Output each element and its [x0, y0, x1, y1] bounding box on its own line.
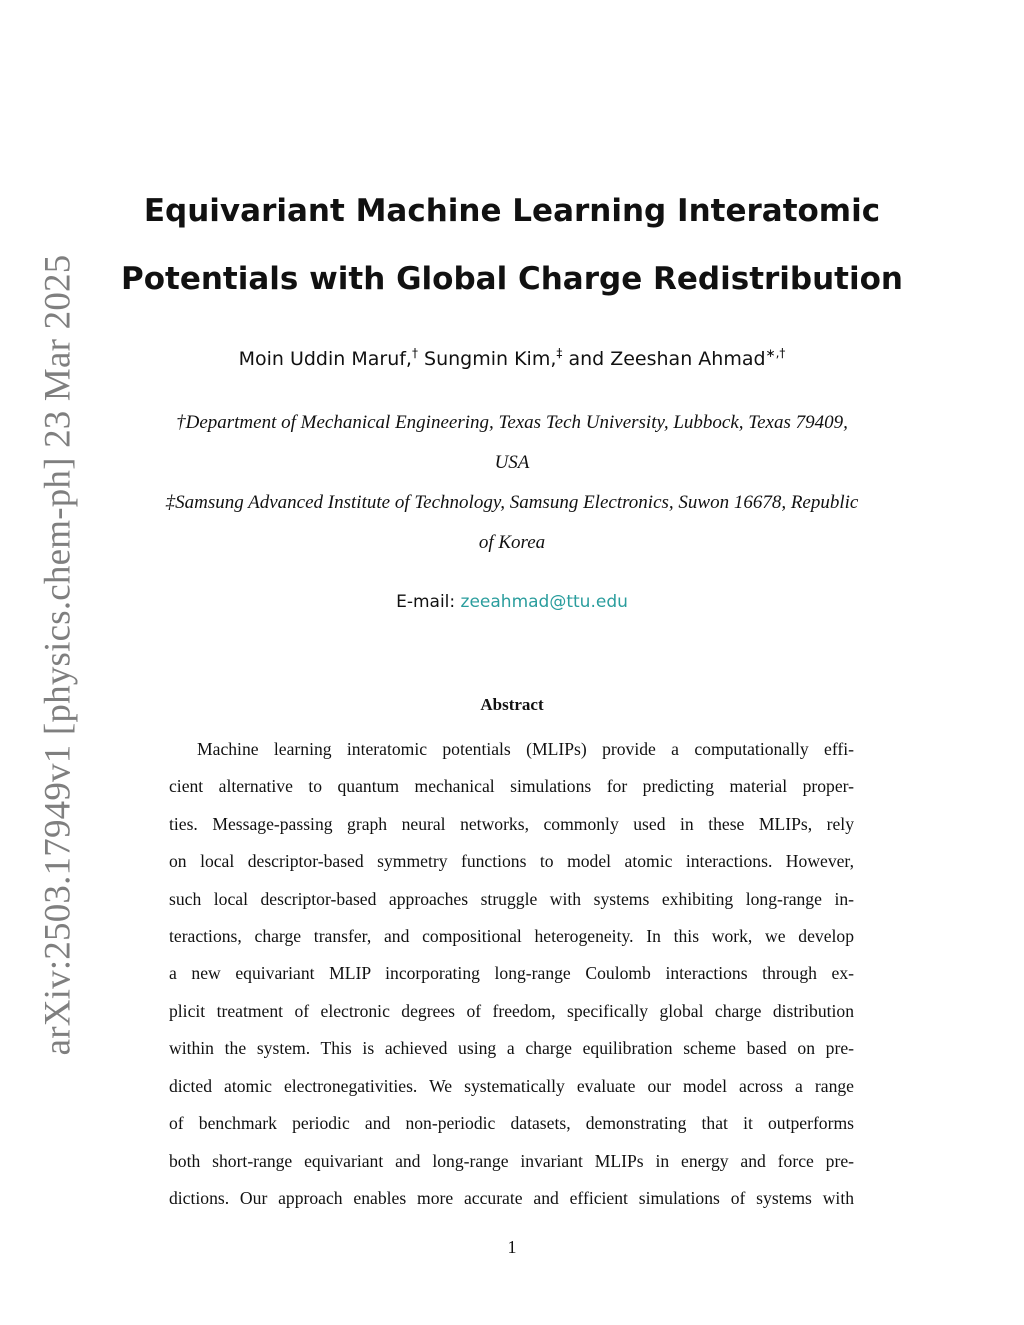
author-name: and Zeeshan Ahmad: [568, 348, 766, 370]
author-name: Sungmin Kim,: [424, 348, 557, 370]
contact-email: [0, 592, 1024, 612]
abstract-line: both short-range equivariant and long-range invariant MLIPs in energy and force pre-: [169, 1151, 854, 1171]
affiliation-mark: ‡: [556, 346, 563, 360]
author-name: Moin Uddin Maruf,: [238, 348, 412, 370]
affiliation-1-line-1: †Department of Mechanical Engineering, Texas Tech University, Lubbock, Texas 79409,: [176, 412, 848, 433]
abstract-line: Machine learning interatomic potentials (MLIPs) provide a computationally effi-: [197, 739, 854, 759]
affiliation-mark: †: [411, 346, 418, 360]
abstract-heading: Abstract: [480, 695, 544, 714]
abstract-line: within the system. This is achieved using a charge equilibration scheme based on pre-: [169, 1038, 854, 1058]
affiliation-1-line-2: USA: [494, 452, 530, 473]
email-link[interactable]: zeeahmad@ttu.edu: [460, 592, 628, 612]
page-number: 1: [507, 1237, 517, 1257]
abstract-line: on local descriptor-based symmetry functions to model atomic interactions. However,: [169, 851, 854, 871]
paper-title-line-1: Equivariant Machine Learning Interatomic: [143, 193, 881, 229]
paper-title-line-2: Potentials with Global Charge Redistribution: [120, 261, 903, 297]
affiliation-2-line-1: ‡Samsung Advanced Institute of Technology, Samsung Electronics, Suwon 16678, Republic: [165, 492, 859, 513]
author-list: [0, 348, 1024, 370]
abstract-line: teractions, charge transfer, and compositional heterogeneity. In this work, we develop: [169, 926, 854, 946]
abstract-line: a new equivariant MLIP incorporating long-range Coulomb interactions through ex-: [169, 963, 854, 983]
abstract-line: dictions. Our approach enables more accurate and efficient simulations of systems with: [169, 1188, 854, 1208]
abstract-line: plicit treatment of electronic degrees of freedom, specifically global charge distribution: [169, 1001, 854, 1021]
affiliation-mark: ∗,†: [765, 346, 786, 360]
abstract-line: dicted atomic electronegativities. We systematically evaluate our model across a range: [169, 1076, 854, 1096]
abstract-line: such local descriptor-based approaches struggle with systems exhibiting long-range in-: [169, 889, 854, 909]
abstract-line: of benchmark periodic and non-periodic datasets, demonstrating that it outperforms: [169, 1113, 854, 1133]
abstract-line: ties. Message-passing graph neural networks, commonly used in these MLIPs, rely: [169, 814, 854, 834]
affiliation-2-line-2: of Korea: [478, 532, 546, 553]
abstract-line: cient alternative to quantum mechanical simulations for predicting material proper-: [169, 776, 854, 796]
email-label: E-mail:: [396, 592, 456, 612]
arxiv-identifier-stamp: arXiv:2503.17949v1 [physics.chem-ph] 23 Mar 2025: [37, 254, 79, 1056]
